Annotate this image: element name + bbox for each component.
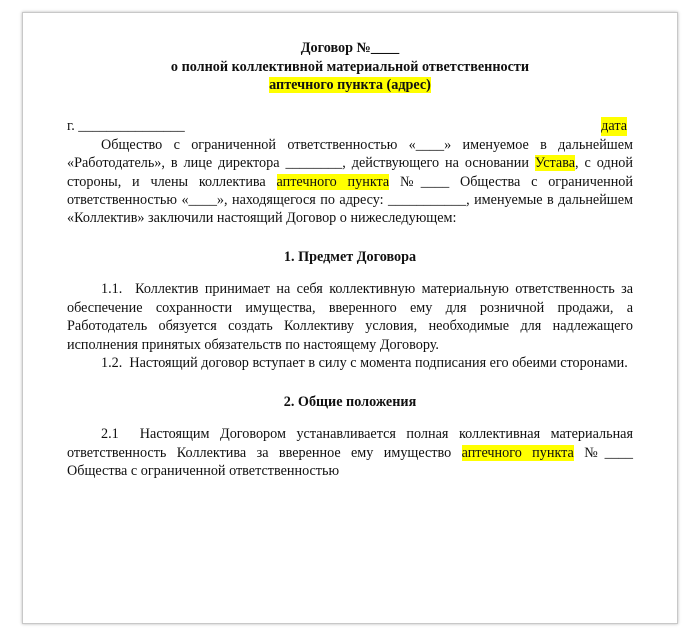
paragraph-text: Настоящий договор вступает в силу с момента подписания его обеими сторонами.	[129, 355, 628, 372]
intro-text-b: , с одной стороны, и члены коллектива	[67, 155, 633, 190]
document-page	[22, 12, 678, 624]
section-2-heading: 2. Общие положения	[283, 393, 417, 410]
intro-punkt-highlight: аптечного пункта	[276, 173, 390, 190]
paragraph-number: 1.2.	[101, 355, 123, 372]
document-title-highlight: аптечного пункта (адрес)	[269, 77, 431, 94]
intro-text-a: Общество с ограниченной ответственностью «____» именуемое в дальнейшем «Работодатель», в лице директора ________, действующего на основании	[67, 136, 633, 172]
paragraph-text: Коллектив принимает на себя коллективную материальную ответственность за обеспечение сохранности имущества, вверенного ему для розничной продажи, а Работодатель обязуется создать Коллективу условия, необходимые для надлежащего исполнения принятых обязательств по настоящему Договору.	[67, 281, 634, 353]
paragraph-highlight: аптечного пункта	[461, 444, 574, 461]
date-field: дата	[601, 118, 627, 135]
paragraph-text-b: №____ Общества с ограниченной ответственностью	[67, 444, 633, 479]
intro-ustav-highlight: Устава	[534, 155, 576, 172]
intro-paragraph	[67, 136, 633, 228]
paragraph-number: 1.1.	[101, 281, 123, 298]
paragraph-number: 2.1	[101, 426, 119, 443]
document-title-block	[67, 39, 633, 95]
place-field: г. _______________	[67, 118, 185, 135]
section-1-paragraph-1	[67, 280, 633, 354]
document-title-line-2: о полной коллективной материальной ответственности	[170, 58, 530, 75]
section-2-paragraph-1	[67, 425, 633, 480]
section-1-paragraph-2	[67, 354, 633, 372]
document-title-line-3	[67, 76, 633, 95]
intro-text-c: №____ Общества с ограниченной ответственностью «____», находящегося по адресу: ___________, именуемые в дальнейшем «Коллектив» заключили настоящий Договор о нижеследующем:	[67, 173, 633, 227]
document-body	[23, 13, 677, 480]
paragraph-text-a: Настоящим Договором устанавливается полная коллективная материальная ответственность Коллектива за вверенное ему имущество	[67, 426, 633, 461]
document-title-line-1: Договор №____	[300, 40, 400, 56]
place-and-date-row	[67, 117, 633, 135]
section-1-heading: 1. Предмет Договора	[283, 248, 417, 265]
